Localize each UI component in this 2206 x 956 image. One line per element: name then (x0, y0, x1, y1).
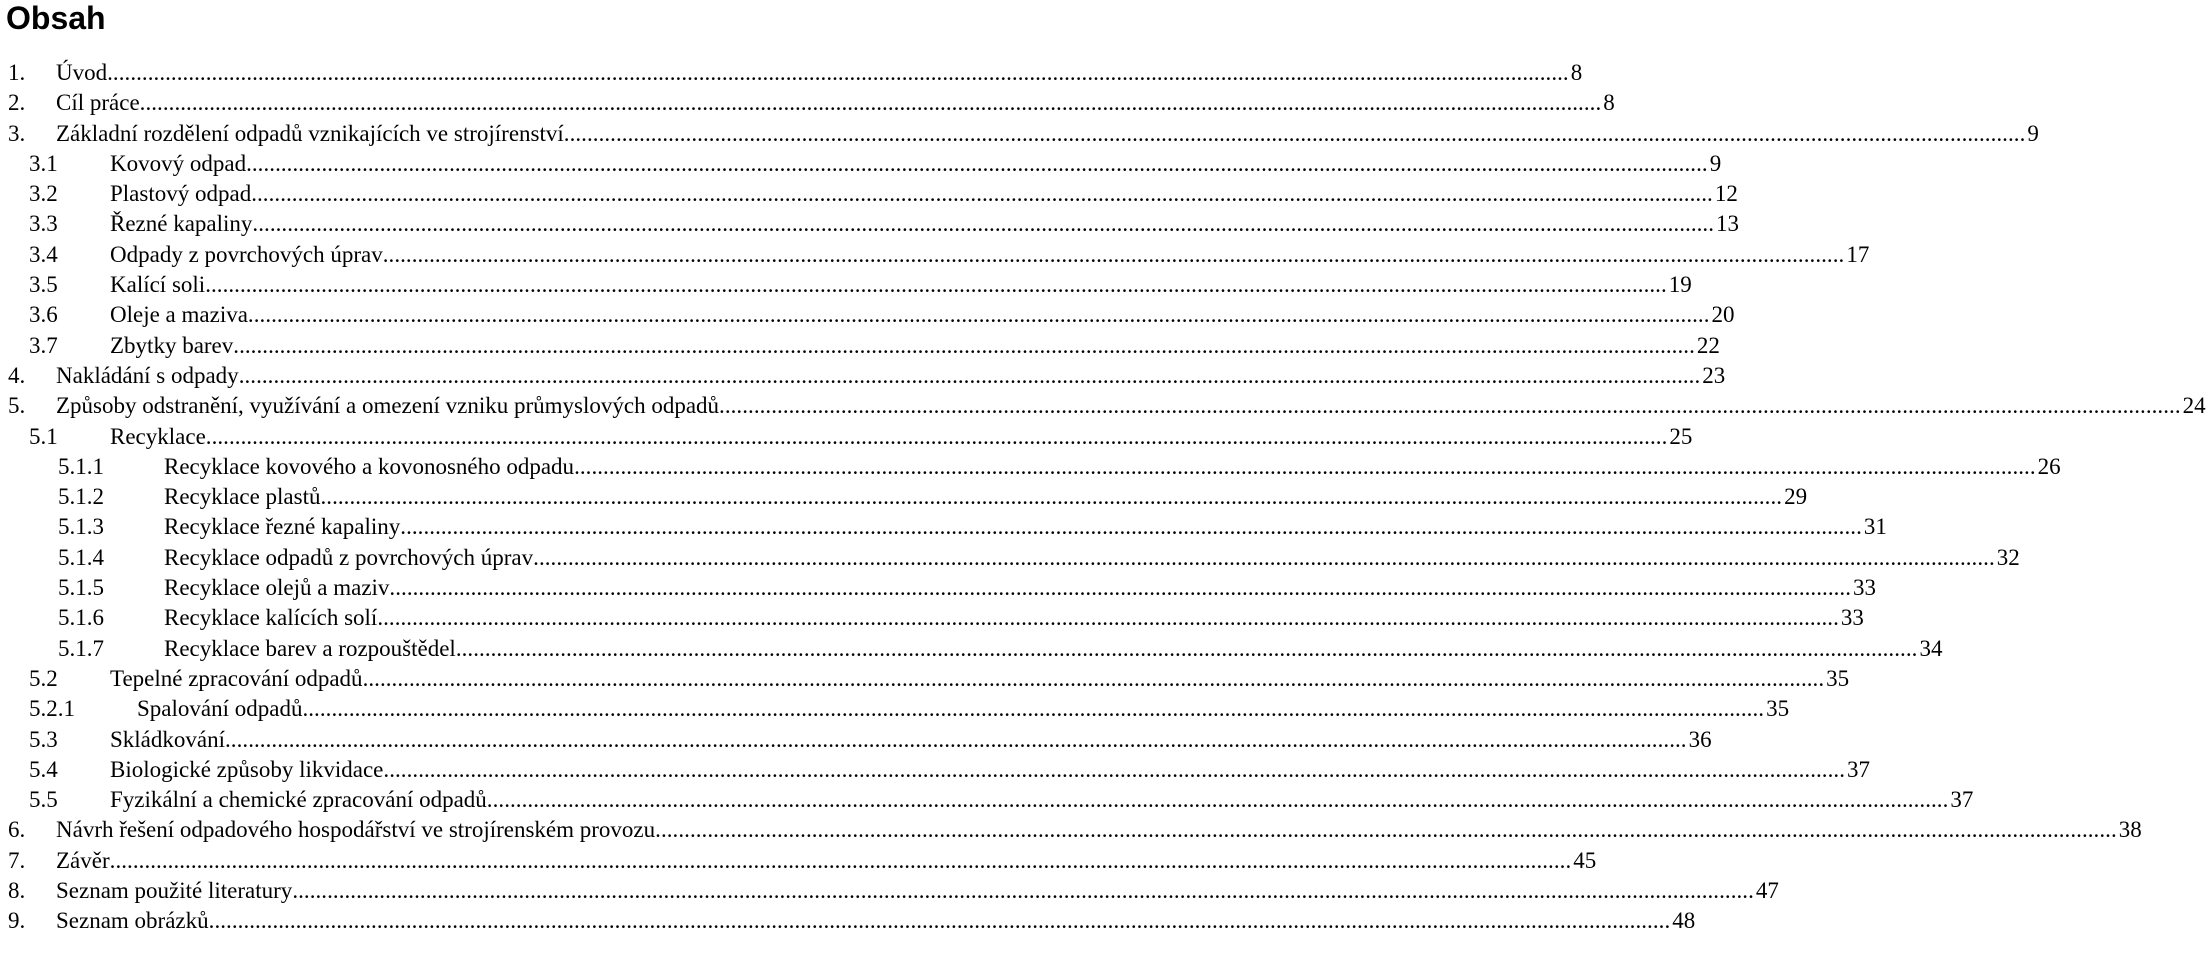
toc-leader-dots (252, 209, 1714, 239)
toc-entry-title[interactable]: Seznam obrázků (56, 908, 209, 934)
toc-leader-dots (389, 573, 1851, 603)
toc-leader-dots (110, 846, 1572, 876)
toc-entry[interactable] (0, 452, 2061, 482)
toc-entry-title[interactable]: Způsoby odstranění, využívání a omezení vzniku průmyslových odpadů (56, 393, 720, 419)
toc-entry-title[interactable]: Recyklace řezné kapaliny (164, 514, 401, 540)
toc-entry-page: 35 (1826, 665, 1850, 691)
toc-entry-page: 48 (1672, 908, 1696, 934)
toc-entry-title[interactable]: Spalování odpadů (137, 696, 303, 722)
toc-leader-dots (248, 300, 1710, 330)
toc-entry-page: 9 (2027, 120, 2039, 146)
toc-entry[interactable] (0, 209, 1740, 239)
toc-leader-dots (487, 785, 1949, 815)
toc-entry[interactable] (0, 179, 1738, 209)
toc-entry-number: 5.2 (29, 665, 58, 691)
toc-leader-dots (564, 119, 2026, 149)
toc-entry-title[interactable]: Plastový odpad (110, 181, 252, 207)
toc-entry-number: 5.2.1 (29, 696, 75, 722)
toc-leader-dots (140, 88, 1602, 118)
toc-leader-dots (251, 179, 1713, 209)
toc-entry-page: 34 (1919, 635, 1943, 661)
toc-entry-number: 3.6 (29, 302, 58, 328)
toc-leader-dots (400, 512, 1862, 542)
toc-entry-number: 3.1 (29, 150, 58, 176)
toc-entry-title[interactable]: Závěr (56, 847, 110, 873)
toc-entry-title[interactable]: Kalící soli (110, 272, 206, 298)
toc-entry-title[interactable]: Řezné kapaliny (110, 211, 253, 237)
toc-entry-number: 5.5 (29, 787, 58, 813)
toc-entry-title[interactable]: Recyklace odpadů z povrchových úprav (164, 544, 534, 570)
toc-entry[interactable] (0, 149, 1722, 179)
toc-entry-number: 3.2 (29, 181, 58, 207)
toc-entry-number: 2. (8, 90, 26, 116)
toc-entry[interactable] (0, 634, 1943, 664)
toc-entry[interactable] (0, 725, 1712, 755)
toc-entry-title[interactable]: Nakládání s odpady (56, 362, 239, 388)
toc-entry-page: 24 (2182, 393, 2206, 419)
toc-entry-title[interactable]: Skládkování (110, 726, 225, 752)
toc-entry[interactable] (0, 331, 1720, 361)
toc-entry[interactable] (0, 815, 2142, 845)
toc-entry-title[interactable]: Seznam použité literatury (56, 878, 293, 904)
toc-leader-dots (574, 452, 2036, 482)
toc-entry[interactable] (0, 603, 1864, 633)
toc-entry-title[interactable]: Recyklace kovového a kovonosného odpadu (164, 453, 575, 479)
toc-entry-number: 3.5 (29, 272, 58, 298)
toc-entry[interactable] (0, 422, 1693, 452)
toc-leader-dots (292, 876, 1754, 906)
toc-entry-page: 37 (1950, 787, 1974, 813)
toc-entry-number: 5.1.7 (58, 635, 104, 661)
toc-entry-title[interactable]: Návrh řešení odpadového hospodářství ve strojírenském provozu (56, 817, 656, 843)
toc-entry-page: 29 (1784, 484, 1808, 510)
toc-entry-title[interactable]: Recyklace (110, 423, 206, 449)
toc-entry-number: 5.1 (29, 423, 58, 449)
toc-entry-page: 22 (1696, 332, 1720, 358)
toc-entry[interactable] (0, 361, 1726, 391)
toc-entry-page: 17 (1846, 241, 1870, 267)
toc-entry-page: 8 (1570, 60, 1583, 85)
toc-entry-number: 5.1.6 (58, 605, 104, 631)
toc-entry-number: 1. (8, 60, 26, 85)
toc-entry-title[interactable]: Oleje a maziva (110, 302, 248, 328)
toc-leader-dots (107, 58, 1569, 88)
toc-leader-dots (655, 815, 2117, 845)
toc-entry-number: 5.4 (29, 756, 58, 782)
toc-entry-number: 3. (8, 120, 26, 146)
toc-entry[interactable] (0, 785, 1974, 815)
toc-entry-title[interactable]: Recyklace barev a rozpouštědel (164, 635, 456, 661)
toc-entry[interactable] (0, 391, 2206, 421)
toc-entry-number: 8. (8, 878, 26, 904)
toc-entry[interactable] (0, 88, 1615, 118)
toc-entry-number: 5.1.4 (58, 544, 104, 570)
toc-entry[interactable] (0, 270, 1692, 300)
toc-entry-page: 13 (1716, 211, 1740, 237)
toc-entry[interactable] (0, 876, 1779, 906)
toc-entry-number: 3.3 (29, 211, 58, 237)
toc-entry[interactable] (0, 240, 1870, 270)
toc-entry-page: 36 (1688, 726, 1712, 752)
toc-entry-number: 3.7 (29, 332, 58, 358)
toc-leader-dots (383, 755, 1845, 785)
toc-entry-title[interactable]: Biologické způsoby likvidace (110, 756, 384, 782)
toc-entry-page: 8 (1603, 90, 1615, 116)
toc-leader-dots (225, 725, 1687, 755)
toc-entry[interactable] (0, 512, 1887, 542)
table-of-contents (0, 58, 2206, 937)
toc-leader-dots (377, 603, 1839, 633)
toc-leader-dots (533, 543, 1995, 573)
toc-leader-dots (246, 149, 1708, 179)
toc-entry-number: 3.4 (29, 241, 58, 267)
toc-leader-dots (719, 391, 2181, 421)
toc-entry[interactable] (0, 300, 1735, 330)
page-title: Obsah (6, 0, 106, 36)
toc-entry-page: 12 (1714, 181, 1738, 207)
toc-entry-title[interactable]: Recyklace olejů a maziv (164, 575, 390, 601)
toc-leader-dots (206, 422, 1668, 452)
toc-entry-page: 19 (1668, 272, 1692, 298)
toc-entry-title[interactable]: Recyklace plastů (164, 484, 321, 510)
toc-entry-title[interactable]: Odpady z povrchových úprav (110, 241, 383, 267)
toc-entry-title[interactable]: Cíl práce (56, 90, 140, 116)
toc-entry-number: 9. (8, 908, 26, 934)
toc-entry-title[interactable]: Tepelné zpracování odpadů (110, 665, 363, 691)
toc-entry-page: 47 (1755, 878, 1779, 904)
toc-entry-page: 23 (1702, 362, 1726, 388)
toc-entry-number: 5.1.1 (58, 453, 104, 479)
toc-leader-dots (239, 361, 1701, 391)
toc-entry-number: 5.3 (29, 726, 58, 752)
toc-entry[interactable] (0, 755, 1870, 785)
toc-entry-title[interactable]: Zbytky barev (110, 332, 234, 358)
toc-leader-dots (209, 906, 1671, 936)
toc-entry-number: 5. (8, 393, 26, 419)
toc-entry[interactable] (0, 573, 1877, 603)
toc-entry-number: 7. (8, 847, 26, 873)
toc-leader-dots (320, 482, 1782, 512)
toc-leader-dots (302, 694, 1764, 724)
toc-entry[interactable] (0, 543, 2020, 573)
toc-entry[interactable] (0, 482, 1808, 512)
toc-entry-page: 33 (1853, 575, 1877, 601)
toc-entry-page: 35 (1766, 696, 1790, 722)
toc-entry-number: 5.1.3 (58, 514, 104, 540)
toc-leader-dots (363, 664, 1825, 694)
toc-entry-title[interactable]: Úvod (56, 60, 108, 85)
toc-leader-dots (456, 634, 1918, 664)
toc-entry-page: 33 (1840, 605, 1864, 631)
toc-entry-page: 25 (1669, 423, 1693, 449)
toc-entry-number: 5.1.5 (58, 575, 104, 601)
toc-entry-page: 20 (1711, 302, 1735, 328)
toc-entry-page: 37 (1847, 756, 1870, 782)
toc-entry[interactable] (0, 694, 1790, 724)
toc-entry-page: 9 (1709, 150, 1722, 176)
toc-entry[interactable] (0, 664, 1850, 694)
toc-entry-number: 5.1.2 (58, 484, 104, 510)
toc-entry[interactable] (0, 58, 1583, 88)
toc-leader-dots (383, 240, 1845, 270)
toc-entry-title[interactable]: Základní rozdělení odpadů vznikajících ve strojírenství (56, 120, 564, 146)
toc-entry[interactable] (0, 119, 2039, 149)
toc-entry-title[interactable]: Recyklace kalících solí (164, 605, 378, 631)
toc-entry-page: 45 (1573, 847, 1597, 873)
toc-entry[interactable] (0, 906, 1696, 936)
toc-entry-page: 31 (1863, 514, 1887, 540)
toc-entry-page: 26 (2037, 453, 2061, 479)
toc-leader-dots (205, 270, 1667, 300)
toc-entry-page: 32 (1996, 544, 2020, 570)
toc-entry-title[interactable]: Kovový odpad (110, 150, 247, 176)
toc-entry-number: 6. (8, 817, 26, 843)
toc-leader-dots (233, 331, 1695, 361)
toc-entry[interactable] (0, 846, 1597, 876)
toc-entry-title[interactable]: Fyzikální a chemické zpracování odpadů (110, 787, 487, 813)
toc-entry-page: 38 (2118, 817, 2142, 843)
toc-entry-number: 4. (8, 362, 26, 388)
